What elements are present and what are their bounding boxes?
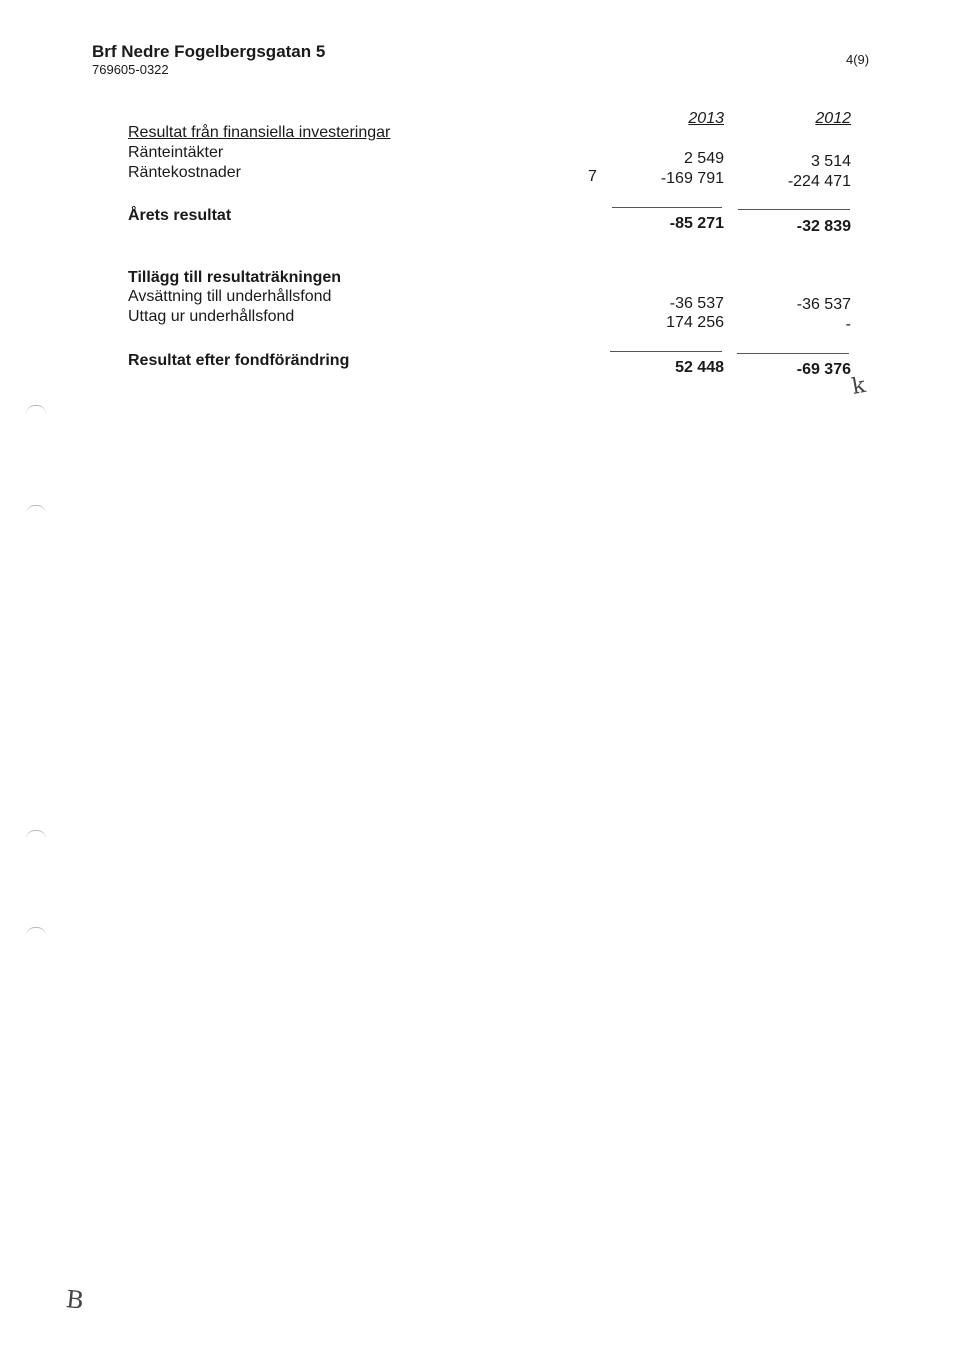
punch-hole-mark [26,830,46,839]
row-label-arets-resultat: Årets resultat [128,207,232,224]
value-ranteintakter-2012: 3 514 [810,153,851,170]
sum-rule-2013 [612,207,722,208]
value-arets-resultat-2012: -32 839 [796,218,851,235]
value-arets-resultat-2013: -85 271 [669,215,724,232]
year-header-2013: 2013 [688,110,724,127]
value-rantekostnader-2012: -224 471 [787,173,851,190]
org-number: 769605-0322 [92,62,169,77]
value-avsattning-2012: -36 537 [796,296,851,313]
punch-hole-mark [26,927,46,936]
handwritten-initial-bottom: B [64,1285,86,1315]
punch-hole-mark [26,505,46,514]
value-rantekostnader-2013: -169 791 [660,170,724,187]
page-number: 4(9) [846,52,870,67]
sum-rule-final-2012 [737,353,849,354]
value-resultat-efter-2012: -69 376 [796,361,851,378]
note-reference: 7 [588,168,597,185]
sum-rule-final-2013 [610,351,722,352]
value-uttag-2012: - [845,316,851,333]
section-title: Resultat från finansiella investeringar [128,124,391,141]
value-uttag-2013: 174 256 [666,314,724,331]
row-label-uttag: Uttag ur underhållsfond [128,308,295,325]
sum-rule-2012 [738,209,850,210]
section-heading-tillagg: Tillägg till resultaträkningen [128,269,342,286]
company-name: Brf Nedre Fogelbergsgatan 5 [92,42,326,61]
row-label-avsattning: Avsättning till underhållsfond [128,288,332,305]
row-label-resultat-efter-fondforandring: Resultat efter fondförändring [128,352,350,369]
value-resultat-efter-2013: 52 448 [675,359,724,376]
punch-hole-mark [26,405,46,414]
row-label-ranteintakter: Ränteintäkter [128,144,224,161]
handwritten-initial-right: k [849,373,868,400]
row-label-rantekostnader: Räntekostnader [128,164,241,181]
value-ranteintakter-2013: 2 549 [683,150,724,167]
year-header-2012: 2012 [815,110,851,127]
value-avsattning-2013: -36 537 [669,295,724,312]
